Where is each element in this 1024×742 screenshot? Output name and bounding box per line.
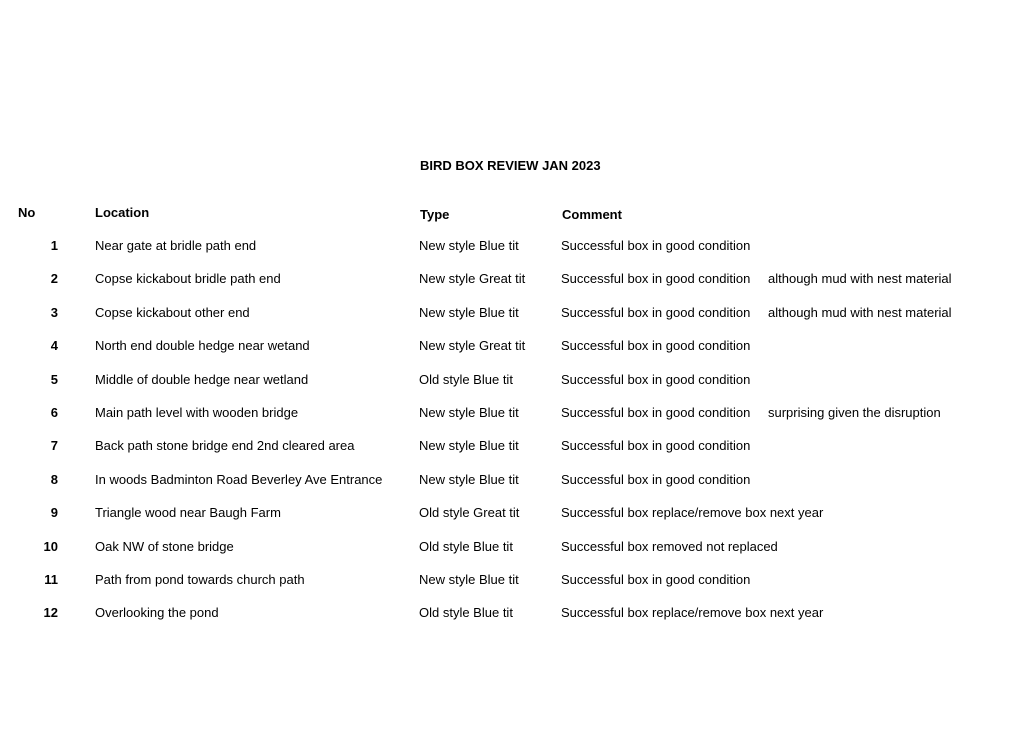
row-type: New style Blue tit [419, 405, 519, 420]
row-comment: Successful box in good condition [561, 271, 751, 287]
row-comment: Successful box in good condition [561, 471, 751, 487]
table-row [0, 438, 1024, 458]
row-type: New style Great tit [419, 271, 526, 287]
row-comment: Successful box in good condition [561, 572, 751, 587]
row-number: 12 [43, 605, 58, 621]
row-location: Near gate at bridle path end [95, 238, 257, 253]
row-number: 3 [50, 304, 58, 320]
row-comment: Successful box in good condition [561, 371, 751, 387]
row-location: Copse kickabout bridle path end [95, 271, 281, 287]
row-type: New style Blue tit [419, 572, 519, 587]
header-location: Location [95, 205, 150, 220]
row-location: Triangle wood near Baugh Farm [95, 505, 281, 521]
row-number: 4 [50, 338, 58, 354]
row-type: New style Blue tit [419, 471, 519, 487]
row-type: Old style Great tit [419, 505, 520, 521]
row-type: New style Blue tit [419, 304, 519, 320]
row-comment: Successful box replace/remove box next year [561, 605, 824, 621]
row-location: In woods Badminton Road Beverley Ave Entrance [95, 471, 383, 487]
table-row [0, 238, 1024, 258]
table-row [0, 405, 1024, 425]
row-number: 2 [50, 271, 58, 287]
header-comment: Comment [562, 207, 622, 222]
row-comment: Successful box removed not replaced [561, 538, 778, 554]
row-number: 9 [50, 505, 58, 521]
row-location: Middle of double hedge near wetland [95, 371, 309, 387]
header-no: No [18, 205, 36, 220]
table-row [0, 505, 1024, 525]
row-comment: Successful box in good condition [561, 405, 751, 420]
row-location: Back path stone bridge end 2nd cleared area [95, 438, 355, 454]
row-number: 5 [50, 371, 58, 387]
row-type: New style Great tit [419, 338, 526, 354]
row-number: 11 [44, 572, 58, 587]
row-comment: Successful box in good condition [561, 238, 751, 253]
row-location: Copse kickabout other end [95, 304, 250, 320]
row-note: although mud with nest material [768, 304, 952, 320]
row-type: Old style Blue tit [419, 605, 513, 621]
table-row [0, 271, 1024, 291]
row-number: 8 [50, 471, 58, 487]
document-title: BIRD BOX REVIEW JAN 2023 [420, 158, 601, 173]
table-row [0, 472, 1024, 492]
row-comment: Successful box in good condition [561, 438, 751, 454]
row-type: New style Blue tit [419, 438, 519, 454]
row-location: Overlooking the pond [95, 605, 219, 621]
table-row [0, 605, 1024, 625]
table-row [0, 372, 1024, 392]
row-number: 6 [50, 405, 58, 420]
row-comment: Successful box replace/remove box next year [561, 505, 824, 521]
row-number: 10 [43, 538, 58, 554]
row-location: Path from pond towards church path [95, 572, 305, 587]
row-type: Old style Blue tit [419, 371, 513, 387]
row-comment: Successful box in good condition [561, 338, 751, 354]
row-location: Main path level with wooden bridge [95, 405, 299, 420]
row-location: Oak NW of stone bridge [95, 538, 234, 554]
row-number: 1 [50, 238, 58, 253]
table-row [0, 572, 1024, 592]
row-number: 7 [50, 438, 58, 454]
row-comment: Successful box in good condition [561, 304, 751, 320]
table-row [0, 305, 1024, 325]
table-row [0, 539, 1024, 559]
row-type: New style Blue tit [419, 238, 519, 253]
row-note: surprising given the disruption [768, 405, 941, 420]
row-type: Old style Blue tit [419, 538, 513, 554]
row-note: although mud with nest material [768, 271, 952, 287]
row-location: North end double hedge near wetand [95, 338, 310, 354]
header-type: Type [420, 207, 450, 222]
table-row [0, 338, 1024, 358]
